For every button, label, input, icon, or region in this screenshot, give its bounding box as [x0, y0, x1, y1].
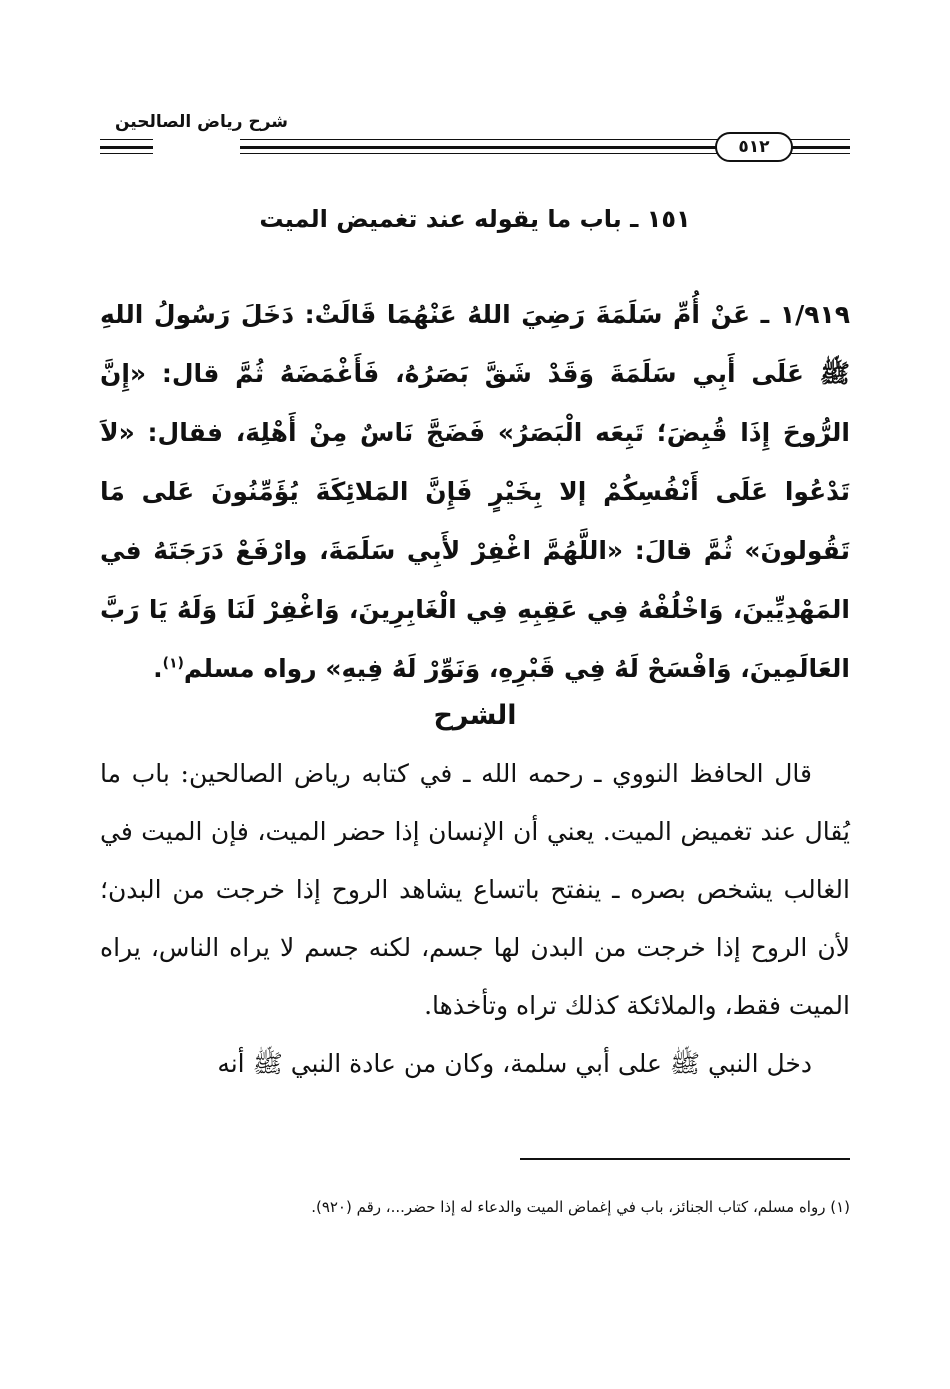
footnote: (١) رواه مسلم، كتاب الجنائز، باب في إغماض الميت والدعاء له إذا حضر...، رقم (٩٢٠).: [311, 1198, 850, 1216]
hadith-text: [100, 285, 850, 698]
commentary-paragraph: دخل النبي ﷺ على أبي سلمة، وكان من عادة النبي ﷺ أنه: [217, 1049, 812, 1078]
running-header-title: شرح رياض الصالحين: [114, 112, 288, 132]
sharh-heading: الشرح: [433, 700, 517, 731]
footnote-separator: [520, 1158, 850, 1160]
header-rule-left-bottom: [100, 153, 153, 154]
header-rule-left-top: [100, 139, 153, 140]
hadith-end-mark: .: [153, 654, 163, 683]
header-rule-left-middle: [100, 146, 153, 149]
page-number: ٥١٢: [738, 137, 770, 157]
commentary-body: [100, 745, 850, 1093]
page-number-badge: [715, 132, 793, 162]
hadith-body: ١/٩١٩ ـ عَنْ أُمِّ سَلَمَةَ رَضِيَ اللهُ عَنْهُمَا قَالَتْ: دَخَلَ رَسُولُ اللهِ ﷺ عَلَى أَبِي سَلَمَةَ وَقَدْ شَقَّ بَصَرُهُ، فَأَغْمَضَهُ ثُمَّ قال: «إِنَّ الرُّوحَ إِذَا قُبِضَ؛ تَبِعَه الْبَصَرُ» فَضَجَّ نَاسٌ مِنْ أَهْلِهَ، فقال: «لاَ تَدْعُوا عَلَى أَنْفُسِكُمْ إلا بِخَيْرٍ فَإِنَّ المَلائِكَةَ يُؤَمِّنُونَ عَلى مَا تَقُولونَ» ثُمَّ قالَ: «اللَّهُمَّ اغْفِرْ لأَبِي سَلَمَةَ، وارْفَعْ دَرَجَتَهُ في المَهْدِيِّينَ، وَاخْلُفْهُ فِي عَقِبِهِ فِي الْغَابِرِينَ، وَاغْفِرْ لَنَا وَلَهُ يَا رَبَّ العَالَمِينَ، وَافْسَحْ لَهُ فِي قَبْرِهِ، وَنَوِّرْ لَهُ فِيهِ» رواه مسلم: [100, 300, 850, 683]
footnote-marker: (١): [162, 655, 184, 672]
commentary-paragraph: قال الحافظ النووي ـ رحمه الله ـ في كتابه رياض الصالحين: باب ما يُقال عند تغميض الميت. يعني أن الإنسان إذا حضر الميت، فإن الميت في الغالب يشخص بصره ـ ينفتح باتساع يشاهد الروح إذا خرجت من البدن؛ لأن الروح إذا خرجت من البدن لها جسم، لكنه جسم لا يراه الناس، يراه الميت فقط، والملائكة كذلك تراه وتأخذها.: [100, 759, 850, 1020]
chapter-heading: ١٥١ ـ باب ما يقوله عند تغميض الميت: [259, 205, 691, 233]
